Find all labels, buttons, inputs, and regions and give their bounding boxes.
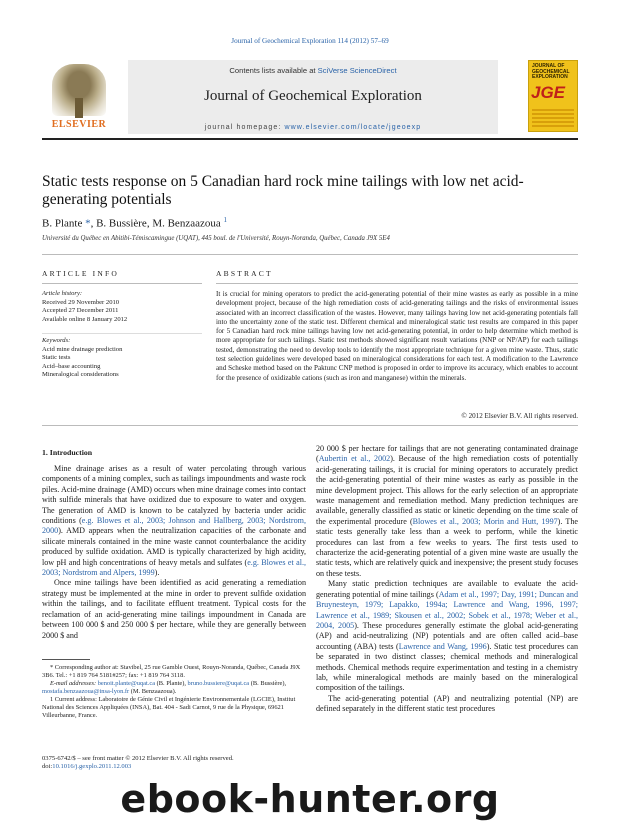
email-note: (B. Bussière),: [249, 680, 287, 687]
email-note: (M. Benzaazoua).: [129, 688, 177, 695]
journal-citation[interactable]: Journal of Geochemical Exploration 114 (2012) 57–69: [231, 37, 389, 45]
divider: [42, 254, 578, 255]
divider: [216, 283, 578, 284]
paragraph-text: 20 000 $ per hectare for tailings that are not generating contaminated drainage (: [316, 444, 578, 464]
body-column-right: [316, 444, 578, 715]
keyword: Acid mine drainage prediction: [42, 345, 123, 353]
author-name: B. Plante: [42, 217, 86, 230]
paragraph-text: ). The static tests generally take less than a week to perform, while the kinetic procedures can last from a few weeks to years. The first tests used to characterize the acid-generating potential of a given mine waste are usually the static tests, which are relatively quick and inexpensive; the present study focuses on these tests.: [316, 516, 578, 578]
footnote-current-address: 1 Current address: Laboratoire de Génie Civil et Ingénierie Environnementale (LGCIE), Institut National des Sciences Appliquées (INSA), Bat. 404 - Sadi Carnot, 9 rue de la Physique, 69621 Villeurbanne, France.: [42, 696, 296, 719]
paragraph-text: Many static prediction techniques are available to evaluate the acid-generating potential of mine tailings (: [316, 579, 578, 599]
elsevier-logo[interactable]: [42, 60, 116, 134]
paragraph: [316, 444, 578, 579]
journal-header: [42, 60, 578, 134]
keyword: Acid–base accounting: [42, 362, 101, 370]
abstract-heading: ABSTRACT: [216, 269, 273, 278]
cover-pattern: [532, 109, 574, 127]
abstract-copyright: © 2012 Elsevier B.V. All rights reserved.: [461, 412, 578, 420]
keywords-label: Keywords:: [42, 337, 71, 344]
paragraph: The acid-generating potential (AP) and neutralizing potential (NP) are defined separately in the different static test procedures: [316, 693, 578, 714]
email-link[interactable]: benoit.plante@uqat.ca: [97, 680, 156, 687]
section-heading-introduction: 1. Introduction: [42, 448, 93, 457]
header-banner: [128, 60, 498, 134]
paragraph-text: Mine drainage arises as a result of water percolating through various components of a mining complex, such as tailings impoundments and waste rock piles. Acid-mine drainage (AMD) occurs when mine drainage comes into contact with sulfide minerals that have oxidized due to exposure to water and oxygen. The generation of AMD is known to be catalyzed by bacteria under acidic conditions (: [42, 464, 306, 526]
journal-title[interactable]: Journal of Geochemical Exploration: [204, 88, 422, 104]
keywords: [42, 337, 202, 380]
reference-link[interactable]: Adam et al., 1997; Day, 1991; Duncan and Bruynesteyn, 1979; Lapakko, 1994a; Lawrence and Wang, 1996, 1997; Lawrence et al., 1989; Skousen et al., 2002; Sobek et al., 1978; Weber et al., 2004, 2005: [316, 589, 578, 630]
keyword: Static tests: [42, 354, 71, 361]
footnote-corresponding: * Corresponding author at: Stavibel, 25 rue Gamble Ouest, Rouyn-Noranda, Québec, Canada J9X 3B6. Tel.: +1 819 764 5181#257; fax: +1 819 764 3118.: [42, 664, 301, 679]
history-online: Available online 8 January 2012: [42, 315, 128, 323]
divider: [42, 425, 578, 426]
body-column-left: [42, 464, 306, 641]
history-received: Received 29 November 2010: [42, 298, 120, 306]
contents-prefix: Contents lists available at: [229, 66, 318, 75]
doi-line: [42, 763, 306, 771]
abstract-text: It is crucial for mining operators to predict the acid-generating potential of their mine wastes as early as possible in a mine development project, because of the high remediation costs of acid-generating tailings and the risks of environmental issues associated with an incorrect classification of the wastes. However, many tailings having low net acid-generating potentials fall into the uncertainty zone of the static test. Different chemical and mineralogical static test results are compared in this paper for 5 Canadian hard rock mine tailings having low net acid-generating potential, in order to help determine which method is more appropriate for such tailings. Static test methods showed significant result variations (NNP or NP/AP) for each tailings tested, demonstrating the need to develop tools to identify the most appropriate technique for a given mine waste. Thus, static test selection guidelines were developed based on mineralogical considerations for each test. A modification to the Lawrence and Scheske method based on the Paktunc CNP method is proposed in order to improve its accuracy, which enables to account for the presence of oxidizable cations (such as iron and manganese) within the minerals.: [216, 290, 578, 382]
history-label: Article history:: [42, 290, 83, 297]
paragraph-text: ). These procedures generally estimate the global acid-generating (AP) and acid-neutralizing (NP) potentials and are often called acid–base accounting (ABA) tests (: [316, 620, 578, 651]
sciencedirect-link[interactable]: SciVerse ScienceDirect: [317, 66, 397, 75]
reference-link[interactable]: e.g. Blowes et al., 2003; Johnson and Hallberg, 2003; Nordstrom, 2000: [42, 516, 306, 536]
footnote-rule: [42, 659, 90, 660]
doi-link[interactable]: 10.1016/j.gexplo.2011.12.003: [52, 763, 132, 771]
affiliation-mark[interactable]: 1: [223, 216, 227, 224]
reference-link[interactable]: Blowes et al., 2003; Morin and Hutt, 1997: [412, 516, 558, 526]
author-name: , B. Bussière, M. Benzaazoua: [90, 217, 224, 230]
homepage-prefix: journal homepage:: [204, 124, 285, 131]
author-list: [42, 216, 227, 230]
contents-line: [128, 66, 498, 75]
email-link[interactable]: mostafa.benzaazoua@insa-lyon.fr: [42, 688, 130, 695]
doi-prefix: doi:: [42, 763, 53, 771]
article-info-heading: ARTICLE INFO: [42, 269, 119, 278]
article-history: [42, 290, 202, 324]
paragraph-text: ). AMD appears when the neutralization capacities of the carbonate and silicate minerals contained in the mine waste cannot counterbalance the acidity produced by sulfide oxidation. AMD is typically characterized by high acidity, low pH and high concentrations of heavy metals and sulfates (: [42, 526, 306, 567]
reference-link[interactable]: e.g. Blowes et al., 2003; Nordstrom and Alpers, 1999: [42, 557, 306, 578]
homepage-link[interactable]: www.elsevier.com/locate/jgeoexp: [284, 124, 422, 131]
paragraph-text: ). Because of the high remediation costs of potentially acid-generating tailings, it is crucial for mining operators to accurately predict the acid-generating potential of their mine wastes as early as possible in the mine development project. This allows for the early selection of an appropriate waste management and remediation method. Many prediction techniques are available, generally classified as static or kinetic depending on the time scale of the experimental procedure (: [316, 454, 578, 526]
paragraph-text: ).: [154, 568, 160, 578]
email-note: (B. Plante),: [155, 680, 188, 687]
email-link[interactable]: bruno.bussiere@uqat.ca: [187, 680, 250, 687]
paragraph: [316, 579, 578, 693]
article-title: Static tests response on 5 Canadian hard rock mine tailings with low net acid-generating potentials: [42, 173, 524, 208]
footnotes: [42, 664, 306, 720]
keyword: Mineralogical considerations: [42, 371, 119, 378]
corresponding-author-mark[interactable]: *: [85, 217, 91, 230]
divider: [42, 333, 202, 334]
paragraph-text: ). Static test procedures can be separated in two distinct classes; chemical methods and mineralogical methods. Chemical methods require experimentation and testing in a chemistry lab, while mineralogical methods are mainly based on the mineralogical composition of the tailings.: [316, 641, 578, 693]
paragraph: Once mine tailings have been identified as acid generating a remediation strategy must be implemented at the mine in order to prevent sulfide oxidation within the tailings, and to facilitate effluent treatment. Typical costs for the reclamation of an acid-generating mine tailings impoundment in Canada are between 100 000 $ and 250 000 $ per hectare, while they are generally between 2000 $ and: [42, 578, 306, 640]
history-accepted: Accepted 27 December 2011: [42, 307, 119, 314]
footnote-emails: [42, 680, 306, 696]
header-rule: [42, 138, 578, 140]
paragraph: [42, 464, 306, 578]
reference-link[interactable]: Lawrence and Wang, 1996: [398, 641, 487, 651]
cover-abbrev: JGE: [531, 83, 566, 102]
watermark-text: ebook-hunter.org: [120, 777, 500, 821]
journal-cover-thumbnail[interactable]: [528, 60, 578, 132]
front-matter: [42, 755, 306, 772]
reference-link[interactable]: Aubertin et al., 2002: [318, 454, 391, 464]
issn-line: 0375-6742/$ – see front matter © 2012 Elsevier B.V. All rights reserved.: [42, 755, 234, 762]
elsevier-wordmark: ELSEVIER: [51, 119, 107, 130]
cover-journal-name: JOURNAL OF GEOCHEMICAL EXPLORATION: [532, 63, 570, 80]
elsevier-tree-trunk: [75, 98, 83, 118]
email-label: E-mail addresses:: [50, 680, 98, 687]
affiliation: Université du Québec en Abitibi-Témiscamingue (UQAT), 445 boul. de l'Université, Rouyn-Noranda, Québec, Canada J9X 5E4: [42, 235, 390, 242]
homepage-line: [128, 124, 498, 131]
divider: [42, 283, 202, 284]
